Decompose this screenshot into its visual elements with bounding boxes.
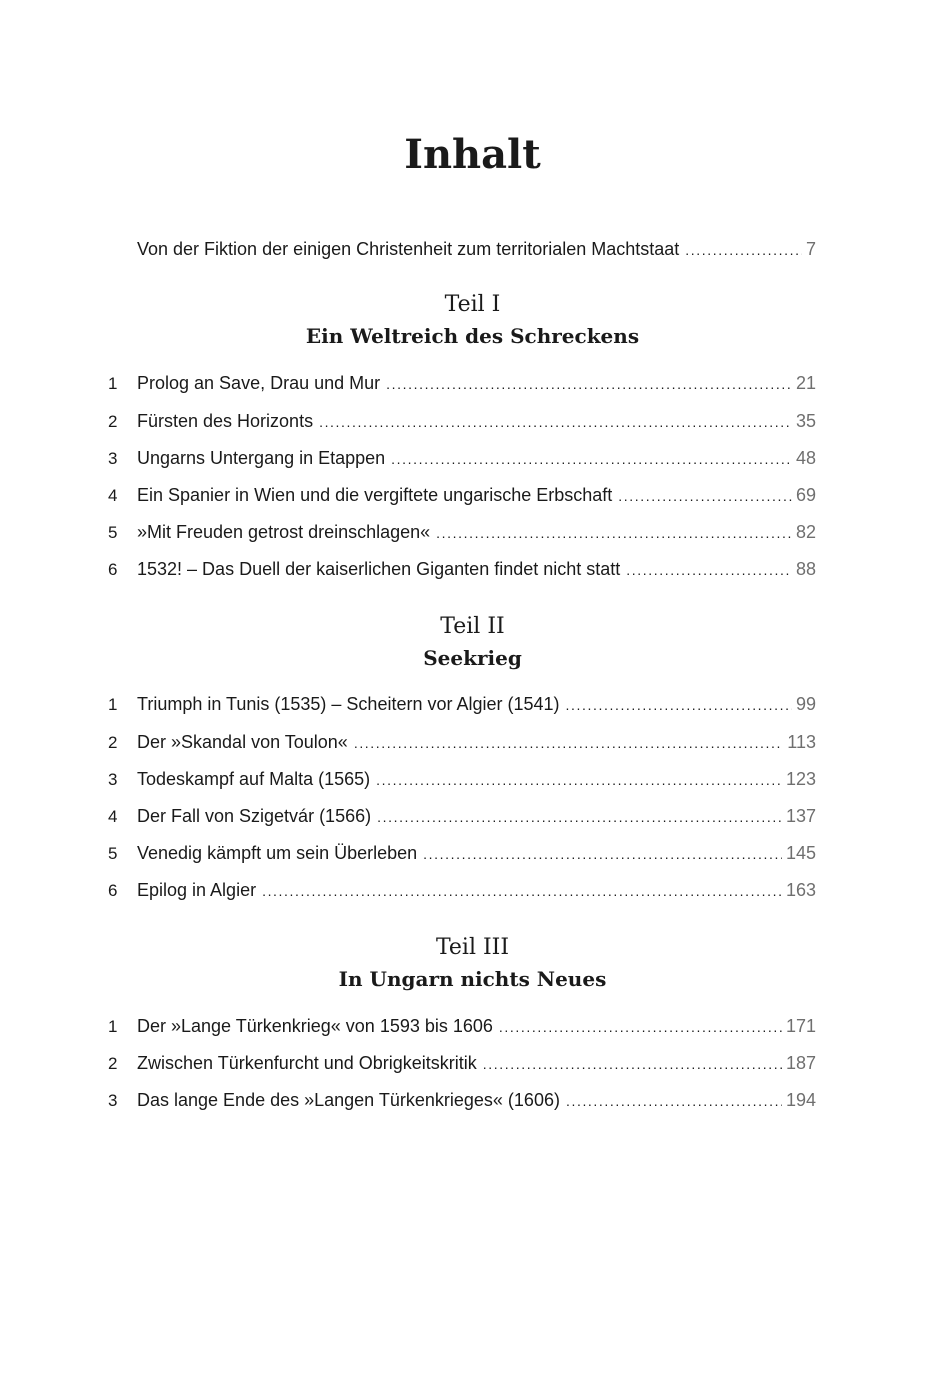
toc-entry[interactable] (108, 517, 816, 547)
part-number: Teil II (440, 614, 505, 639)
chapter-number: 3 (108, 770, 118, 789)
toc-entry[interactable] (108, 838, 816, 868)
chapter-number: 4 (108, 807, 118, 826)
chapter-number: 2 (108, 412, 118, 431)
part-number: Teil I (444, 292, 501, 317)
dot-leader (436, 518, 792, 548)
dot-leader (354, 728, 783, 758)
page-number: 21 (795, 373, 816, 393)
chapter-number: 1 (108, 374, 118, 393)
dot-leader (685, 235, 802, 265)
chapter-number: 5 (108, 523, 118, 542)
chapter-number: 4 (108, 486, 118, 505)
chapter-title: »Mit Freuden getrost dreinschlagen« (137, 522, 431, 542)
page-number: 187 (785, 1053, 816, 1073)
chapter-title: Prolog an Save, Drau und Mur (137, 373, 381, 393)
chapter-title: Das lange Ende des »Langen Türkenkrieges« (1606) (137, 1090, 560, 1110)
page-number: 113 (787, 732, 816, 752)
chapter-number: 5 (108, 844, 118, 863)
chapter-number: 1 (108, 1017, 118, 1036)
dot-leader (262, 876, 782, 906)
chapter-title: Zwischen Türkenfurcht und Obrigkeitskritik (137, 1053, 477, 1073)
page-number: 145 (785, 843, 816, 863)
dot-leader (483, 1049, 782, 1079)
dot-leader (319, 407, 792, 437)
dot-leader (566, 690, 792, 720)
page-number: 163 (785, 880, 816, 900)
chapter-number: 2 (108, 733, 118, 752)
chapter-number: 3 (108, 449, 118, 468)
dot-leader (376, 765, 782, 795)
page-number: 82 (795, 522, 816, 542)
page-number: 194 (785, 1090, 816, 1110)
dot-leader (499, 1012, 782, 1042)
toc-entry[interactable] (108, 727, 816, 757)
dot-leader (566, 1086, 782, 1116)
page-number: 48 (795, 448, 816, 468)
toc-entry[interactable] (108, 554, 816, 584)
chapter-title: Der Fall von Szigetvár (1566) (137, 806, 372, 826)
chapter-title: Todeskampf auf Malta (1565) (137, 769, 371, 789)
part-number: Teil III (435, 935, 510, 960)
chapter-title: Ungarns Untergang in Etappen (137, 448, 386, 468)
toc-entry[interactable] (108, 875, 816, 905)
toc-entry[interactable] (108, 1011, 816, 1041)
page-number: 137 (785, 806, 816, 826)
page-number: 35 (795, 411, 816, 431)
page-number: 171 (785, 1016, 816, 1036)
page-number: 99 (795, 694, 816, 714)
part-title: Ein Weltreich des Schreckens (305, 324, 640, 348)
dot-leader (377, 802, 782, 832)
dot-leader (386, 369, 792, 399)
page-title: Inhalt (404, 131, 541, 178)
toc-entry[interactable] (108, 689, 816, 719)
chapter-number: 1 (108, 695, 118, 714)
chapter-title: 1532! – Das Duell der kaiserlichen Giganten findet nicht statt (137, 559, 621, 579)
toc-entry[interactable] (108, 406, 816, 436)
chapter-title: Der »Lange Türkenkrieg« von 1593 bis 1606 (137, 1016, 493, 1036)
toc-entry[interactable] (108, 1085, 816, 1115)
toc-entry[interactable] (108, 801, 816, 831)
toc-entry[interactable] (108, 764, 816, 794)
chapter-title: Fürsten des Horizonts (137, 411, 314, 431)
chapter-number: 2 (108, 1054, 118, 1073)
chapter-title: Ein Spanier in Wien und die vergiftete ungarische Erbschaft (137, 485, 613, 505)
page-number: 7 (805, 239, 816, 259)
part-title: In Ungarn nichts Neues (338, 967, 607, 991)
dot-leader (423, 839, 782, 869)
dot-leader (618, 481, 792, 511)
dot-leader (626, 555, 792, 585)
chapter-title: Der »Skandal von Toulon« (137, 732, 348, 752)
toc-entry[interactable] (108, 368, 816, 398)
part-title: Seekrieg (423, 646, 522, 670)
dot-leader (391, 444, 792, 474)
chapter-title: Epilog in Algier (137, 880, 257, 900)
chapter-title: Venedig kämpft um sein Überleben (137, 843, 418, 863)
chapter-number: 6 (108, 881, 118, 900)
toc-entry-intro[interactable] (108, 234, 816, 264)
toc-entry[interactable] (108, 443, 816, 473)
chapter-number: 3 (108, 1091, 118, 1110)
toc-entry[interactable] (108, 1048, 816, 1078)
chapter-number: 6 (108, 560, 118, 579)
chapter-title: Von der Fiktion der einigen Christenheit zum territorialen Machtstaat (137, 239, 680, 259)
chapter-title: Triumph in Tunis (1535) – Scheitern vor Algier (1541) (137, 694, 560, 714)
page-number: 69 (795, 485, 816, 505)
page-number: 88 (795, 559, 816, 579)
toc-entry[interactable] (108, 480, 816, 510)
page-number: 123 (785, 769, 816, 789)
